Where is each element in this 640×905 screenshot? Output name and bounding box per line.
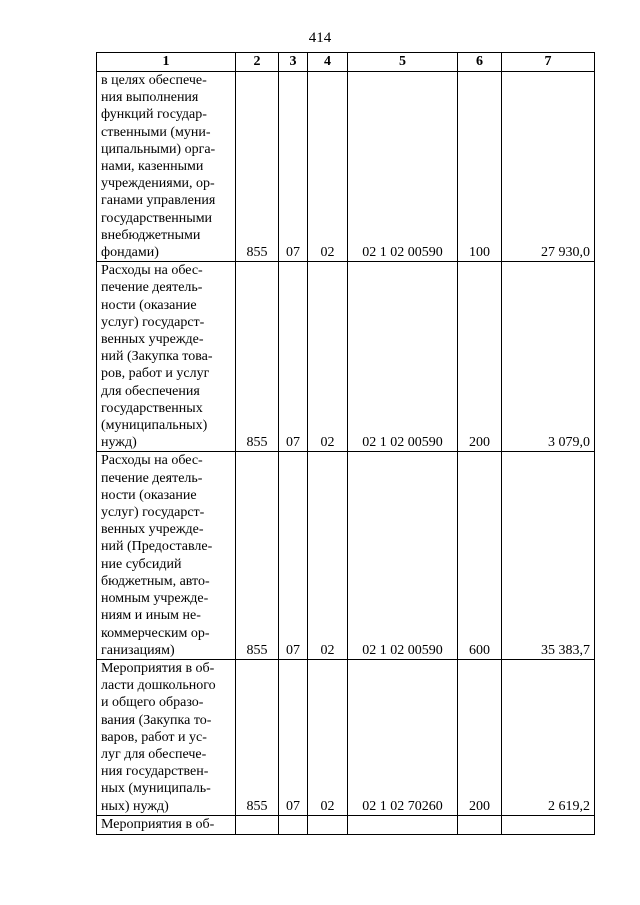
row-admin-code: 855 [236, 659, 279, 815]
table-row-partial [97, 815, 595, 834]
row-expense-type: 200 [458, 659, 502, 815]
row-expense-type: 100 [458, 72, 502, 262]
row-section-code: 07 [279, 262, 308, 452]
description-line: фондами) [101, 245, 159, 261]
description-line: ний (Закупка това- [101, 349, 213, 365]
description-line: услуг) государст- [101, 505, 205, 521]
description-line: ности (оказание [101, 487, 197, 503]
row-expense-type: 600 [458, 452, 502, 659]
description-line: Расходы на обес- [101, 263, 203, 279]
description-line: для обеспечения [101, 383, 200, 399]
row-description: Мероприятия в об- [97, 815, 236, 834]
description-line: ных) нужд) [101, 798, 169, 814]
header-col-6: 6 [458, 53, 502, 72]
description-line: бюджетным, авто- [101, 573, 210, 589]
row-expense-type: 200 [458, 262, 502, 452]
description-line: венных учрежде- [101, 522, 204, 538]
description-line: ласти дошкольного [101, 678, 216, 694]
row-section-code: 07 [279, 72, 308, 262]
row-subsection-code: 02 [308, 659, 348, 815]
description-line: ности (оказание [101, 297, 197, 313]
description-line: вания (Закупка то- [101, 712, 212, 728]
description-line: номным учрежде- [101, 591, 209, 607]
table-row [97, 659, 595, 815]
description-line: ганизациям) [101, 642, 175, 658]
description-line: нужд) [101, 435, 137, 451]
description-line: ганами управления [101, 193, 216, 209]
description-line: нами, казенными [101, 159, 204, 175]
header-col-4: 4 [308, 53, 348, 72]
empty-cell [236, 815, 279, 834]
header-col-7: 7 [502, 53, 595, 72]
description-line: государственными [101, 210, 213, 226]
header-col-3: 3 [279, 53, 308, 72]
empty-cell [279, 815, 308, 834]
description-line: государственных [101, 400, 203, 416]
description-line: ние субсидий [101, 556, 182, 572]
row-section-code: 07 [279, 452, 308, 659]
description-line: учреждениями, ор- [101, 176, 215, 192]
description-line: услуг) государст- [101, 314, 205, 330]
description-line: печение деятель- [101, 280, 203, 296]
empty-cell [458, 815, 502, 834]
description-line: в целях обеспече- [101, 73, 207, 88]
row-target-article: 02 1 02 00590 [348, 262, 458, 452]
row-subsection-code: 02 [308, 452, 348, 659]
header-row [97, 53, 595, 72]
header-col-2: 2 [236, 53, 279, 72]
description-line: функций государ- [101, 107, 207, 123]
row-amount: 2 619,2 [502, 659, 595, 815]
row-admin-code: 855 [236, 262, 279, 452]
table-row [97, 72, 595, 262]
description-line: варов, работ и ус- [101, 729, 207, 745]
empty-cell [348, 815, 458, 834]
description-line: Мероприятия в об- [101, 660, 215, 676]
description-line: ний (Предоставле- [101, 539, 213, 555]
table-row [97, 262, 595, 452]
row-target-article: 02 1 02 00590 [348, 72, 458, 262]
budget-table [96, 52, 595, 835]
header-col-5: 5 [348, 53, 458, 72]
page-number: 414 [308, 30, 332, 46]
description-line: ров, работ и услуг [101, 366, 210, 382]
description-line: ния государствен- [101, 764, 209, 780]
row-subsection-code: 02 [308, 262, 348, 452]
table-row [97, 452, 595, 659]
empty-cell [502, 815, 595, 834]
row-amount: 3 079,0 [502, 262, 595, 452]
description-line: ния выполнения [101, 90, 199, 106]
description-line: ственными (муни- [101, 124, 211, 140]
description-line: ных (муниципаль- [101, 781, 211, 797]
row-amount: 27 930,0 [502, 72, 595, 262]
row-admin-code: 855 [236, 452, 279, 659]
description-line: ципальными) орга- [101, 141, 216, 157]
description-line: венных учрежде- [101, 332, 204, 348]
row-admin-code: 855 [236, 72, 279, 262]
description-line: (муниципальных) [101, 418, 208, 434]
description-line: Расходы на обес- [101, 453, 203, 469]
description-line: коммерческим ор- [101, 625, 210, 641]
row-description [97, 72, 236, 262]
header-col-1: 1 [97, 53, 236, 72]
row-description [97, 452, 236, 659]
description-line: печение деятель- [101, 470, 203, 486]
description-line: внебюджетными [101, 227, 201, 243]
row-section-code: 07 [279, 659, 308, 815]
row-target-article: 02 1 02 70260 [348, 659, 458, 815]
description-line: и общего образо- [101, 695, 204, 711]
description-line: ниям и иным не- [101, 608, 201, 624]
row-target-article: 02 1 02 00590 [348, 452, 458, 659]
row-subsection-code: 02 [308, 72, 348, 262]
row-amount: 35 383,7 [502, 452, 595, 659]
empty-cell [308, 815, 348, 834]
row-description [97, 659, 236, 815]
description-line: луг для обеспече- [101, 746, 207, 762]
row-description [97, 262, 236, 452]
